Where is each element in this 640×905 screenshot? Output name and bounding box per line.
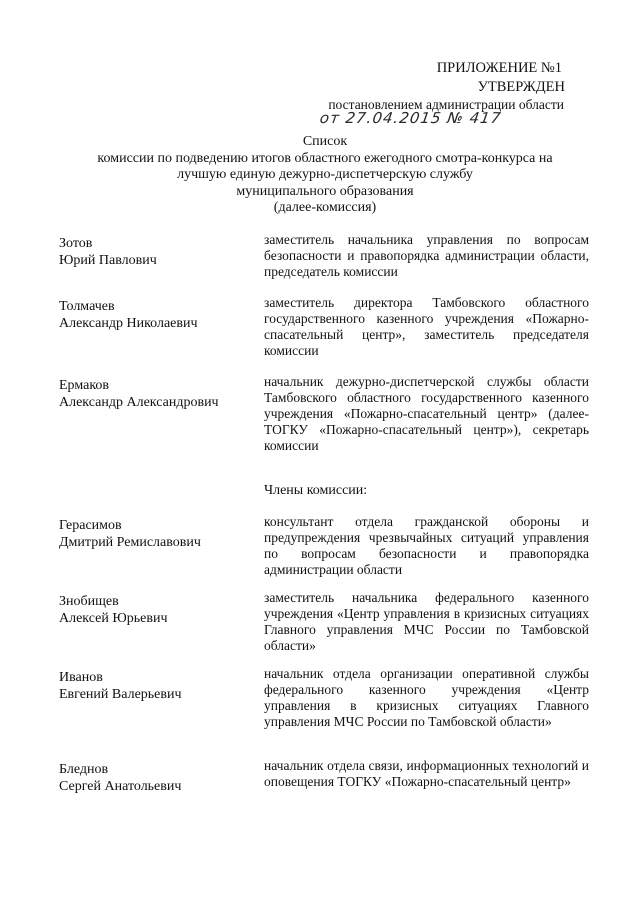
member-given-names: Александр Александрович [59,395,219,410]
member-name [59,235,249,269]
member-name [59,298,249,332]
member-given-names: Евгений Валерьевич [59,687,182,702]
handwritten-date: от 27.04.2015 № 417 [318,109,503,127]
member-role: заместитель начальника федерального казенного учреждения «Центр управления в кризисных ситуациях Главного управления МЧС России по Тамбовской области» [264,590,589,653]
member-name [59,761,249,795]
member-given-names: Дмитрий Ремиславович [59,535,201,550]
member-name [59,517,249,551]
member-given-names: Алексей Юрьевич [59,611,168,626]
member-given-names: Сергей Анатольевич [59,779,182,794]
approved-label: УТВЕРЖДЕН [477,79,565,95]
member-name [59,593,249,627]
member-role: консультант отдела гражданской обороны и предупреждения чрезвычайных ситуаций управления по вопросам безопасности и правопорядка администрации области [264,514,589,577]
member-surname: Бледнов [59,762,109,777]
members-heading: Члены комиссии: [264,483,368,498]
member-given-names: Александр Николаевич [59,316,198,331]
member-given-names: Юрий Павлович [59,253,157,268]
member-surname: Толмачев [59,299,115,314]
member-role: заместитель директора Тамбовского областного государственного казенного учреждения «Пожарно-спасательный центр», заместитель председателя комиссии [264,295,589,358]
document-title [60,134,590,217]
decree-reference: постановлением администрации области [328,97,564,112]
member-name [59,669,249,703]
title-line: (далее-комиссия) [273,200,377,215]
member-role: заместитель начальника управления по вопросам безопасности и правопорядка администрации области, председатель комиссии [264,232,589,279]
member-surname: Герасимов [59,518,122,533]
title-line: Список [302,134,348,149]
member-surname: Знобищев [59,594,119,609]
member-surname: Зотов [59,236,93,251]
appendix-label: ПРИЛОЖЕНИЕ №1 [436,60,562,76]
member-role: начальник отдела связи, информационных технологий и оповещения ТОГКУ «Пожарно-спасательный центр» [264,758,589,789]
member-role: начальник дежурно-диспетчерской службы области Тамбовского областного государственного казенного учреждения «Пожарно-спасательный центр» (далее-ТОГКУ «Пожарно-спасательный центр»), секретарь комиссии [264,374,589,453]
member-name [59,377,249,411]
title-line: лучшую единую дежурно-диспетчерскую службу [177,167,473,182]
member-role: начальник отдела организации оперативной службы федерального казенного учреждения «Центр управления в кризисных ситуациях Главного управления МЧС России по Тамбовской области» [264,666,589,729]
title-line: комиссии по подведению итогов областного ежегодного смотра-конкурса на [97,150,553,166]
member-surname: Ермаков [59,378,110,393]
member-surname: Иванов [59,670,103,685]
title-line: муниципального образования [236,183,414,199]
